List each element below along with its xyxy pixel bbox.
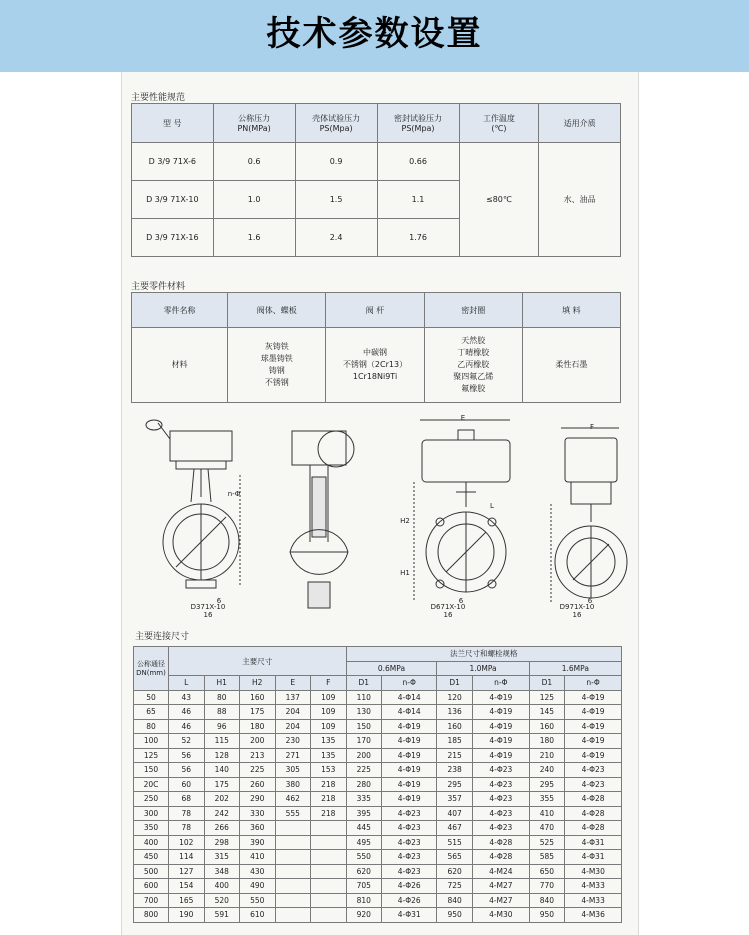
dimension-cell: 4-Φ26 — [382, 893, 437, 908]
model-cell: D 3/9 71X-10 — [132, 181, 214, 219]
table-row — [134, 806, 622, 821]
dimension-cell: 520 — [204, 893, 240, 908]
pn-cell: 0.6 — [213, 143, 295, 181]
dimension-cell: 218 — [311, 777, 347, 792]
dimension-cell: 4-Φ23 — [382, 806, 437, 821]
dimension-cell: 242 — [204, 806, 240, 821]
dimension-cell: 150 — [346, 719, 382, 734]
dimension-cell: 4-Φ23 — [472, 806, 529, 821]
dimension-cell: 4-Φ23 — [472, 763, 529, 778]
dimension-cell: 4-Φ23 — [382, 864, 437, 879]
col-pn: 公称压力 PN(MPa) — [213, 104, 295, 143]
dimension-cell: 160 — [529, 719, 565, 734]
gearbox-front — [292, 431, 346, 465]
dimension-cell: 950 — [529, 908, 565, 923]
dimension-cell: 4-M30 — [472, 908, 529, 923]
dimension-cell: 225 — [240, 763, 276, 778]
dimension-cell: 266 — [204, 821, 240, 836]
dimension-cell: 462 — [275, 792, 311, 807]
dn-cell: 300 — [134, 806, 169, 821]
dimension-cell: 445 — [346, 821, 382, 836]
dimension-cell: 490 — [240, 879, 276, 894]
dimension-cell: 160 — [240, 690, 276, 705]
seal-material: 天然胶 丁晴橡胶 乙丙橡胶 聚四氟乙烯 氟橡胶 — [424, 328, 522, 403]
packing-material: 柔性石墨 — [522, 328, 620, 403]
performance-title: 主要性能规范 — [131, 93, 186, 103]
d671-drawing — [410, 412, 530, 607]
dimension-cell: 238 — [437, 763, 473, 778]
dimension-cell: 230 — [275, 734, 311, 749]
dimension-cell: 127 — [169, 864, 205, 879]
dimension-cell: 470 — [529, 821, 565, 836]
col-d1-a: D1 — [346, 676, 382, 691]
dimension-cell: 4-Φ19 — [472, 719, 529, 734]
dimension-cell: 200 — [240, 734, 276, 749]
dimension-cell: 46 — [169, 719, 205, 734]
dimension-cell — [275, 835, 311, 850]
shell-cell: 2.4 — [295, 219, 377, 257]
dimension-cell — [275, 821, 311, 836]
dimension-cell: 4-Φ19 — [382, 748, 437, 763]
dimension-cell: 4-Φ23 — [472, 821, 529, 836]
dimension-cell: 550 — [346, 850, 382, 865]
table-row — [134, 719, 622, 734]
table-row — [134, 908, 622, 923]
dimension-cell: 180 — [529, 734, 565, 749]
parts-table — [131, 292, 621, 403]
dimension-cell: 410 — [240, 850, 276, 865]
temperature-cell: ≤80℃ — [459, 143, 539, 257]
dimension-cell: 215 — [437, 748, 473, 763]
dimension-cell: 4-Φ31 — [565, 850, 622, 865]
dimension-cell: 56 — [169, 748, 205, 763]
table-row — [134, 792, 622, 807]
dimension-cell: 130 — [346, 705, 382, 720]
col-medium: 适用介质 — [539, 104, 621, 143]
dimension-cell — [275, 864, 311, 879]
dimension-cell: 525 — [529, 835, 565, 850]
dimension-cell: 175 — [240, 705, 276, 720]
dimension-cell: 407 — [437, 806, 473, 821]
table-row — [134, 893, 622, 908]
dimension-cell: 225 — [346, 763, 382, 778]
dimension-cell: 410 — [529, 806, 565, 821]
col-e: E — [275, 676, 311, 691]
dimension-cell: 4-Φ23 — [472, 777, 529, 792]
d371-n-phi-label: n-Φ — [227, 490, 241, 498]
dimension-cell: 585 — [529, 850, 565, 865]
dims-body — [134, 690, 622, 922]
col-model: 型 号 — [132, 104, 214, 143]
col-seal: 密封试验压力 PS(Mpa) — [377, 104, 459, 143]
performance-table — [131, 103, 621, 257]
col-nphi-c: n-Φ — [565, 676, 622, 691]
table-row — [134, 763, 622, 778]
seal-cell: 1.1 — [377, 181, 459, 219]
d971-f-label: F — [589, 423, 595, 431]
dimension-cell: 725 — [437, 879, 473, 894]
dimension-cell: 125 — [529, 690, 565, 705]
dimension-cell: 4-M27 — [472, 893, 529, 908]
dimension-cell: 4-Φ23 — [382, 821, 437, 836]
col-main-dims: 主要尺寸 — [169, 647, 347, 676]
dimension-cell: 4-Φ19 — [565, 719, 622, 734]
dimension-cell: 4-Φ23 — [382, 850, 437, 865]
col-temp: 工作温度 (℃) — [459, 104, 539, 143]
dn-cell: 500 — [134, 864, 169, 879]
dimension-cell: 46 — [169, 705, 205, 720]
model-cell: D 3/9 71X-6 — [132, 143, 214, 181]
dimension-cell: 96 — [204, 719, 240, 734]
dimension-cell: 920 — [346, 908, 382, 923]
dimension-cell: 4-Φ23 — [565, 777, 622, 792]
dimension-cell: 180 — [240, 719, 276, 734]
dimension-cell: 295 — [529, 777, 565, 792]
table-row — [134, 690, 622, 705]
col-d1-b: D1 — [437, 676, 473, 691]
table-row — [134, 850, 622, 865]
d671-l-label: L — [490, 502, 494, 510]
dn-cell: 600 — [134, 879, 169, 894]
dimension-cell: 357 — [437, 792, 473, 807]
table-row — [134, 705, 622, 720]
parts-title: 主要零件材料 — [131, 282, 186, 292]
dimension-cell: 170 — [346, 734, 382, 749]
dimension-cell: 135 — [311, 748, 347, 763]
d971-drawing — [547, 422, 637, 612]
dn-cell: 100 — [134, 734, 169, 749]
dn-cell: 250 — [134, 792, 169, 807]
col-h1: H1 — [204, 676, 240, 691]
dimension-cell: 4-Φ28 — [565, 821, 622, 836]
dimension-cell: 555 — [275, 806, 311, 821]
dn-cell: 65 — [134, 705, 169, 720]
col-l: L — [169, 676, 205, 691]
col-pressure-16: 1.6MPa — [529, 661, 621, 676]
dimension-cell: 4-Φ19 — [472, 748, 529, 763]
dimension-cell: 610 — [240, 908, 276, 923]
dimension-cell: 102 — [169, 835, 205, 850]
dimension-cell: 290 — [240, 792, 276, 807]
dimension-cell: 260 — [240, 777, 276, 792]
dimension-cell: 202 — [204, 792, 240, 807]
handwheel-front — [318, 431, 354, 467]
dimension-cell: 78 — [169, 821, 205, 836]
dn-cell: 50 — [134, 690, 169, 705]
dimension-cell — [275, 850, 311, 865]
dimension-cell — [275, 908, 311, 923]
col-part-name: 零件名称 — [132, 293, 228, 328]
table-row — [134, 734, 622, 749]
col-flange: 法兰尺寸和螺栓规格 — [346, 647, 622, 662]
dimension-cell: 280 — [346, 777, 382, 792]
col-f: F — [311, 676, 347, 691]
performance-header-row — [132, 104, 621, 143]
d371-prefix: 6 — [216, 597, 222, 605]
dimension-cell: 80 — [204, 690, 240, 705]
dimension-cell: 4-Φ19 — [472, 690, 529, 705]
dimension-cell: 154 — [169, 879, 205, 894]
dimension-cell: 240 — [529, 763, 565, 778]
dimension-cell — [275, 893, 311, 908]
dimension-cell: 298 — [204, 835, 240, 850]
dimension-cell — [311, 835, 347, 850]
dimension-cell: 360 — [240, 821, 276, 836]
dimension-cell: 4-Φ14 — [382, 705, 437, 720]
dimension-cell: 620 — [437, 864, 473, 879]
table-row — [134, 835, 622, 850]
table-row — [132, 143, 621, 181]
d671-h2-label: H2 — [400, 517, 410, 525]
gearbox-base — [176, 461, 226, 469]
dimension-cell: 43 — [169, 690, 205, 705]
col-dn: 公称通径 DN(mm) — [134, 647, 169, 691]
dn-cell: 80 — [134, 719, 169, 734]
dimension-cell: 4-Φ28 — [565, 806, 622, 821]
dimension-cell: 88 — [204, 705, 240, 720]
col-pressure-10: 1.0MPa — [437, 661, 529, 676]
model-cell: D 3/9 71X-16 — [132, 219, 214, 257]
dimension-cell: 591 — [204, 908, 240, 923]
d671-h1-label: H1 — [400, 569, 410, 577]
dimension-cell: 145 — [529, 705, 565, 720]
disc-lower — [290, 552, 348, 574]
col-h2: H2 — [240, 676, 276, 691]
dimension-cell: 4-Φ19 — [382, 777, 437, 792]
table-row — [134, 777, 622, 792]
dimension-cell: 4-Φ19 — [382, 719, 437, 734]
dimension-cell: 515 — [437, 835, 473, 850]
col-body: 阀体、蝶板 — [228, 293, 326, 328]
dimension-cell: 109 — [311, 705, 347, 720]
table-row — [134, 748, 622, 763]
dimensions-title: 主要连接尺寸 — [135, 632, 190, 642]
dimension-cell: 4-Φ23 — [382, 835, 437, 850]
parts-header-row — [132, 293, 621, 328]
dims-header-row-1 — [134, 647, 622, 662]
dimension-cell: 380 — [275, 777, 311, 792]
dimension-cell: 218 — [311, 792, 347, 807]
dimension-cell: 56 — [169, 763, 205, 778]
dn-cell: 350 — [134, 821, 169, 836]
dimension-cell: 210 — [529, 748, 565, 763]
dimension-cell: 4-Φ28 — [565, 792, 622, 807]
dimension-cell: 295 — [437, 777, 473, 792]
dimension-cell: 650 — [529, 864, 565, 879]
dimension-cell: 4-M24 — [472, 864, 529, 879]
dimension-cell: 4-Φ19 — [382, 763, 437, 778]
dimensions-table — [133, 646, 622, 923]
dimension-cell: 140 — [204, 763, 240, 778]
dimension-cell: 4-M36 — [565, 908, 622, 923]
dimension-cell: 135 — [311, 734, 347, 749]
table-row — [132, 328, 621, 403]
dimension-cell: 348 — [204, 864, 240, 879]
dimension-cell: 390 — [240, 835, 276, 850]
dimension-cell — [311, 908, 347, 923]
dimension-cell: 128 — [204, 748, 240, 763]
dimension-cell — [311, 893, 347, 908]
dimension-cell: 4-Φ14 — [382, 690, 437, 705]
dn-cell: 125 — [134, 748, 169, 763]
dimension-cell: 115 — [204, 734, 240, 749]
dimension-cell: 271 — [275, 748, 311, 763]
dimension-cell: 840 — [437, 893, 473, 908]
dimension-cell: 305 — [275, 763, 311, 778]
col-pressure-06: 0.6MPa — [346, 661, 437, 676]
body-material: 灰铸铁 球墨铸铁 铸钢 不锈钢 — [228, 328, 326, 403]
d671-caption: D671X-10 16 — [430, 603, 466, 619]
page-header — [0, 0, 749, 72]
dimension-cell: 4-M27 — [472, 879, 529, 894]
dimension-cell: 175 — [204, 777, 240, 792]
dimension-cell: 185 — [437, 734, 473, 749]
d971-caption: D971X-10 16 — [559, 603, 595, 619]
dimension-cell: 4-Φ19 — [565, 690, 622, 705]
dimension-cell: 395 — [346, 806, 382, 821]
d371-section-drawing — [282, 427, 362, 612]
dn-cell: 700 — [134, 893, 169, 908]
table-row — [134, 879, 622, 894]
dimension-cell — [311, 879, 347, 894]
dimension-cell: 4-M30 — [565, 864, 622, 879]
dimension-cell — [311, 821, 347, 836]
dn-cell: 20C — [134, 777, 169, 792]
dimension-cell: 4-Φ23 — [565, 763, 622, 778]
dimension-cell: 60 — [169, 777, 205, 792]
dimension-cell: 68 — [169, 792, 205, 807]
pn-cell: 1.0 — [213, 181, 295, 219]
dimension-cell: 705 — [346, 879, 382, 894]
dimension-cell: 4-Φ28 — [472, 850, 529, 865]
dimension-cell: 4-Φ31 — [382, 908, 437, 923]
dimension-cell: 810 — [346, 893, 382, 908]
gearbox-shape — [170, 431, 232, 461]
actuator-shape — [422, 440, 510, 482]
handwheel-lever — [158, 423, 170, 439]
dimension-cell: 120 — [437, 690, 473, 705]
dimension-cell: 114 — [169, 850, 205, 865]
dimension-cell: 4-Φ19 — [382, 792, 437, 807]
d971-prefix: 6 — [587, 597, 593, 605]
dimension-cell: 109 — [311, 719, 347, 734]
page-title: 技术参数设置 — [266, 14, 483, 54]
stem-material: 中碳钢 不锈钢（2Cr13） 1Cr18Ni9Ti — [326, 328, 424, 403]
dimension-cell: 315 — [204, 850, 240, 865]
dimension-cell: 4-M33 — [565, 879, 622, 894]
dimension-cell: 190 — [169, 908, 205, 923]
col-seal-ring: 密封圈 — [424, 293, 522, 328]
dims-header-row-3 — [134, 676, 622, 691]
dimension-cell: 4-Φ19 — [565, 748, 622, 763]
dimension-cell: 4-M33 — [565, 893, 622, 908]
dimension-cell: 200 — [346, 748, 382, 763]
dimension-cell: 355 — [529, 792, 565, 807]
dimension-cell — [311, 850, 347, 865]
dimension-cell: 109 — [311, 690, 347, 705]
dimension-cell: 770 — [529, 879, 565, 894]
medium-cell: 水、油品 — [539, 143, 621, 257]
dimension-cell: 4-Φ28 — [472, 835, 529, 850]
dimension-cell: 136 — [437, 705, 473, 720]
shell-cell: 0.9 — [295, 143, 377, 181]
dimension-cell: 4-Φ19 — [565, 705, 622, 720]
electric-actuator — [565, 438, 617, 482]
dimension-cell: 110 — [346, 690, 382, 705]
dimension-cell: 495 — [346, 835, 382, 850]
dimension-cell — [311, 864, 347, 879]
dimension-cell: 400 — [204, 879, 240, 894]
dimension-cell: 4-Φ26 — [382, 879, 437, 894]
dimension-cell: 430 — [240, 864, 276, 879]
table-row — [134, 821, 622, 836]
dimension-cell: 52 — [169, 734, 205, 749]
dimension-cell: 467 — [437, 821, 473, 836]
col-nphi-a: n-Φ — [382, 676, 437, 691]
col-d1-c: D1 — [529, 676, 565, 691]
dimension-cell: 950 — [437, 908, 473, 923]
dimension-cell: 204 — [275, 705, 311, 720]
dimension-cell: 213 — [240, 748, 276, 763]
d371-drawing — [136, 417, 256, 602]
dimension-cell: 4-Φ23 — [472, 792, 529, 807]
dimension-cell: 4-Φ19 — [565, 734, 622, 749]
col-shell: 壳体试验压力 PS(Mpa) — [295, 104, 377, 143]
dimension-cell — [275, 879, 311, 894]
dimension-cell: 160 — [437, 719, 473, 734]
d371-caption: D371X-10 16 — [190, 603, 226, 619]
col-nphi-b: n-Φ — [472, 676, 529, 691]
dimension-cell: 620 — [346, 864, 382, 879]
dimension-cell: 330 — [240, 806, 276, 821]
dimension-cell: 4-Φ19 — [382, 734, 437, 749]
dn-cell: 800 — [134, 908, 169, 923]
dimension-cell: 4-Φ19 — [472, 705, 529, 720]
dimension-cell: 165 — [169, 893, 205, 908]
dn-cell: 400 — [134, 835, 169, 850]
pn-cell: 1.6 — [213, 219, 295, 257]
dn-cell: 150 — [134, 763, 169, 778]
dimension-cell: 4-Φ31 — [565, 835, 622, 850]
col-packing: 填 料 — [522, 293, 620, 328]
seal-cell: 1.76 — [377, 219, 459, 257]
dimension-cell: 153 — [311, 763, 347, 778]
seal-cell: 0.66 — [377, 143, 459, 181]
dimension-cell: 204 — [275, 719, 311, 734]
spec-sheet — [121, 72, 639, 935]
dn-cell: 450 — [134, 850, 169, 865]
d671-prefix: 6 — [458, 597, 464, 605]
dimension-cell: 840 — [529, 893, 565, 908]
dimension-cell: 218 — [311, 806, 347, 821]
material-label: 材料 — [132, 328, 228, 403]
dimension-cell: 335 — [346, 792, 382, 807]
dimension-cell: 137 — [275, 690, 311, 705]
table-row — [134, 864, 622, 879]
dimension-cell: 78 — [169, 806, 205, 821]
d671-e-label: E — [460, 414, 466, 422]
dimension-cell: 4-Φ19 — [472, 734, 529, 749]
col-stem: 阀 杆 — [326, 293, 424, 328]
dimension-cell: 565 — [437, 850, 473, 865]
shell-cell: 1.5 — [295, 181, 377, 219]
dimension-cell: 550 — [240, 893, 276, 908]
